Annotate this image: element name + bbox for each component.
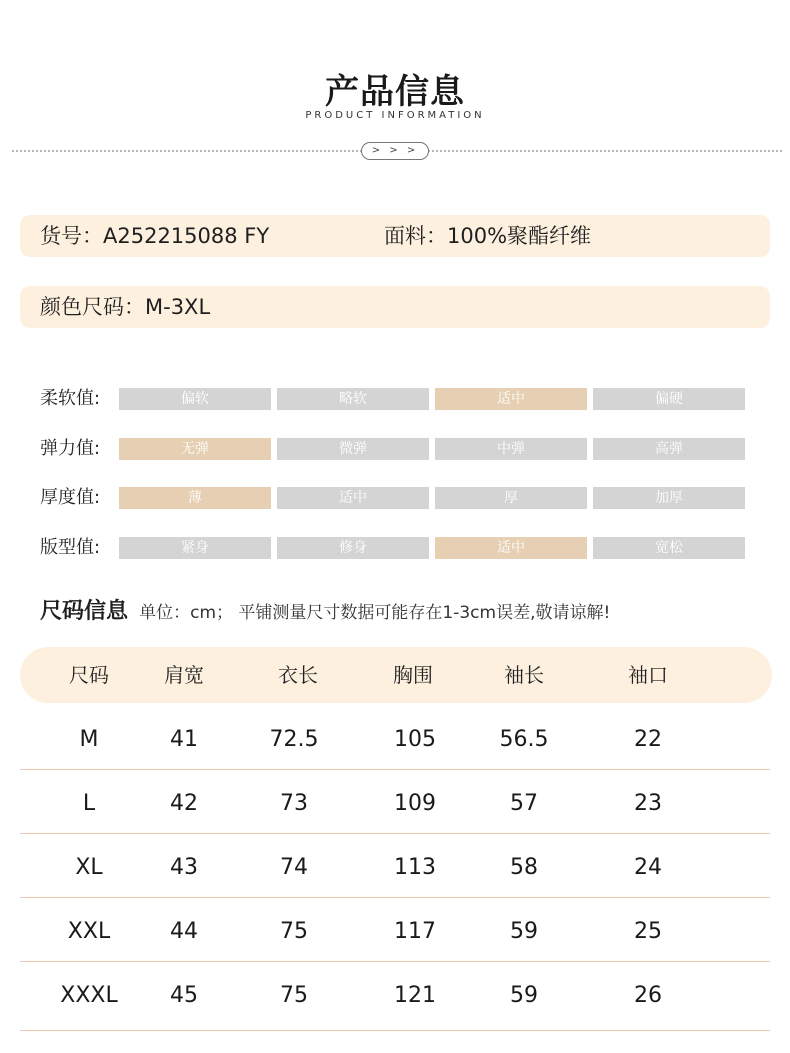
table-cell: 75 [280,983,308,1008]
table-cell: XXL [67,919,111,944]
color-size-range: 颜色尺码：M-3XL [40,295,211,319]
table-cell: 23 [634,791,662,816]
table-row [0,772,790,836]
attribute-row-elasticity [0,438,790,460]
table-cell: 74 [280,855,308,880]
table-row [0,900,790,964]
divider-arrows-badge: > > > [361,142,429,160]
column-header: 肩宽 [164,663,204,687]
attribute-option: 紧身 [119,537,271,559]
item-number: 货号：A252215088 FY [40,224,270,248]
row-divider [20,897,770,898]
table-cell: 121 [394,983,436,1008]
attribute-label: 厚度值: [40,487,101,508]
attribute-row-fit [0,537,790,559]
attribute-option: 中弹 [435,438,587,460]
attribute-label: 版型值: [40,537,101,558]
attribute-label: 柔软值: [40,388,101,409]
table-cell: 72.5 [269,727,319,752]
table-cell: 59 [510,983,538,1008]
table-cell: 44 [170,919,198,944]
attribute-option: 高弹 [593,438,745,460]
size-info-note: 单位：cm； 平铺测量尺寸数据可能存在1-3cm误差,敬请谅解! [139,603,611,623]
attribute-option-selected: 适中 [435,537,587,559]
attribute-row-softness [0,388,790,410]
table-cell: XXXL [60,983,118,1008]
table-cell: 25 [634,919,662,944]
attribute-label: 弹力值: [40,438,101,459]
table-cell: 113 [394,855,436,880]
attribute-option: 偏硬 [593,388,745,410]
page-title: 产品信息 [325,72,465,112]
table-cell: 75 [280,919,308,944]
attribute-option: 宽松 [593,537,745,559]
attribute-option: 微弹 [277,438,429,460]
table-cell: 24 [634,855,662,880]
table-cell: 117 [394,919,436,944]
size-table-header [20,647,772,703]
column-header: 尺码 [69,663,109,687]
page-subtitle: PRODUCT INFORMATION [305,110,485,121]
table-row [0,836,790,900]
table-cell: 56.5 [499,727,549,752]
table-cell: 59 [510,919,538,944]
attribute-option: 略软 [277,388,429,410]
table-cell: XL [75,855,103,880]
table-cell: 42 [170,791,198,816]
row-divider [20,1030,770,1031]
table-cell: 73 [280,791,308,816]
attribute-option: 厚 [435,487,587,509]
table-cell: 109 [394,791,436,816]
attribute-option: 修身 [277,537,429,559]
table-cell: 41 [170,727,198,752]
attribute-option-selected: 薄 [119,487,271,509]
table-cell: 26 [634,983,662,1008]
table-row [0,964,790,1028]
attribute-option: 适中 [277,487,429,509]
column-header: 胸围 [393,663,433,687]
table-cell: 22 [634,727,662,752]
size-info-heading [40,594,610,625]
attribute-option: 加厚 [593,487,745,509]
table-row [0,708,790,772]
row-divider [20,769,770,770]
table-cell: M [79,727,99,752]
fabric-composition: 面料：100%聚酯纤维 [384,224,592,248]
row-divider [20,961,770,962]
column-header: 衣长 [278,663,318,687]
info-bar-item-fabric [20,215,770,257]
attribute-row-thickness [0,487,790,509]
size-info-title: 尺码信息 [40,599,129,624]
column-header: 袖长 [504,663,544,687]
table-cell: 105 [394,727,436,752]
table-cell: 58 [510,855,538,880]
table-cell: L [82,791,96,816]
table-cell: 45 [170,983,198,1008]
table-cell: 43 [170,855,198,880]
attribute-option-selected: 适中 [435,388,587,410]
table-cell: 57 [510,791,538,816]
row-divider [20,833,770,834]
column-header: 袖口 [628,663,668,687]
attribute-option: 偏软 [119,388,271,410]
attribute-option-selected: 无弹 [119,438,271,460]
info-bar-color-size [20,286,770,328]
